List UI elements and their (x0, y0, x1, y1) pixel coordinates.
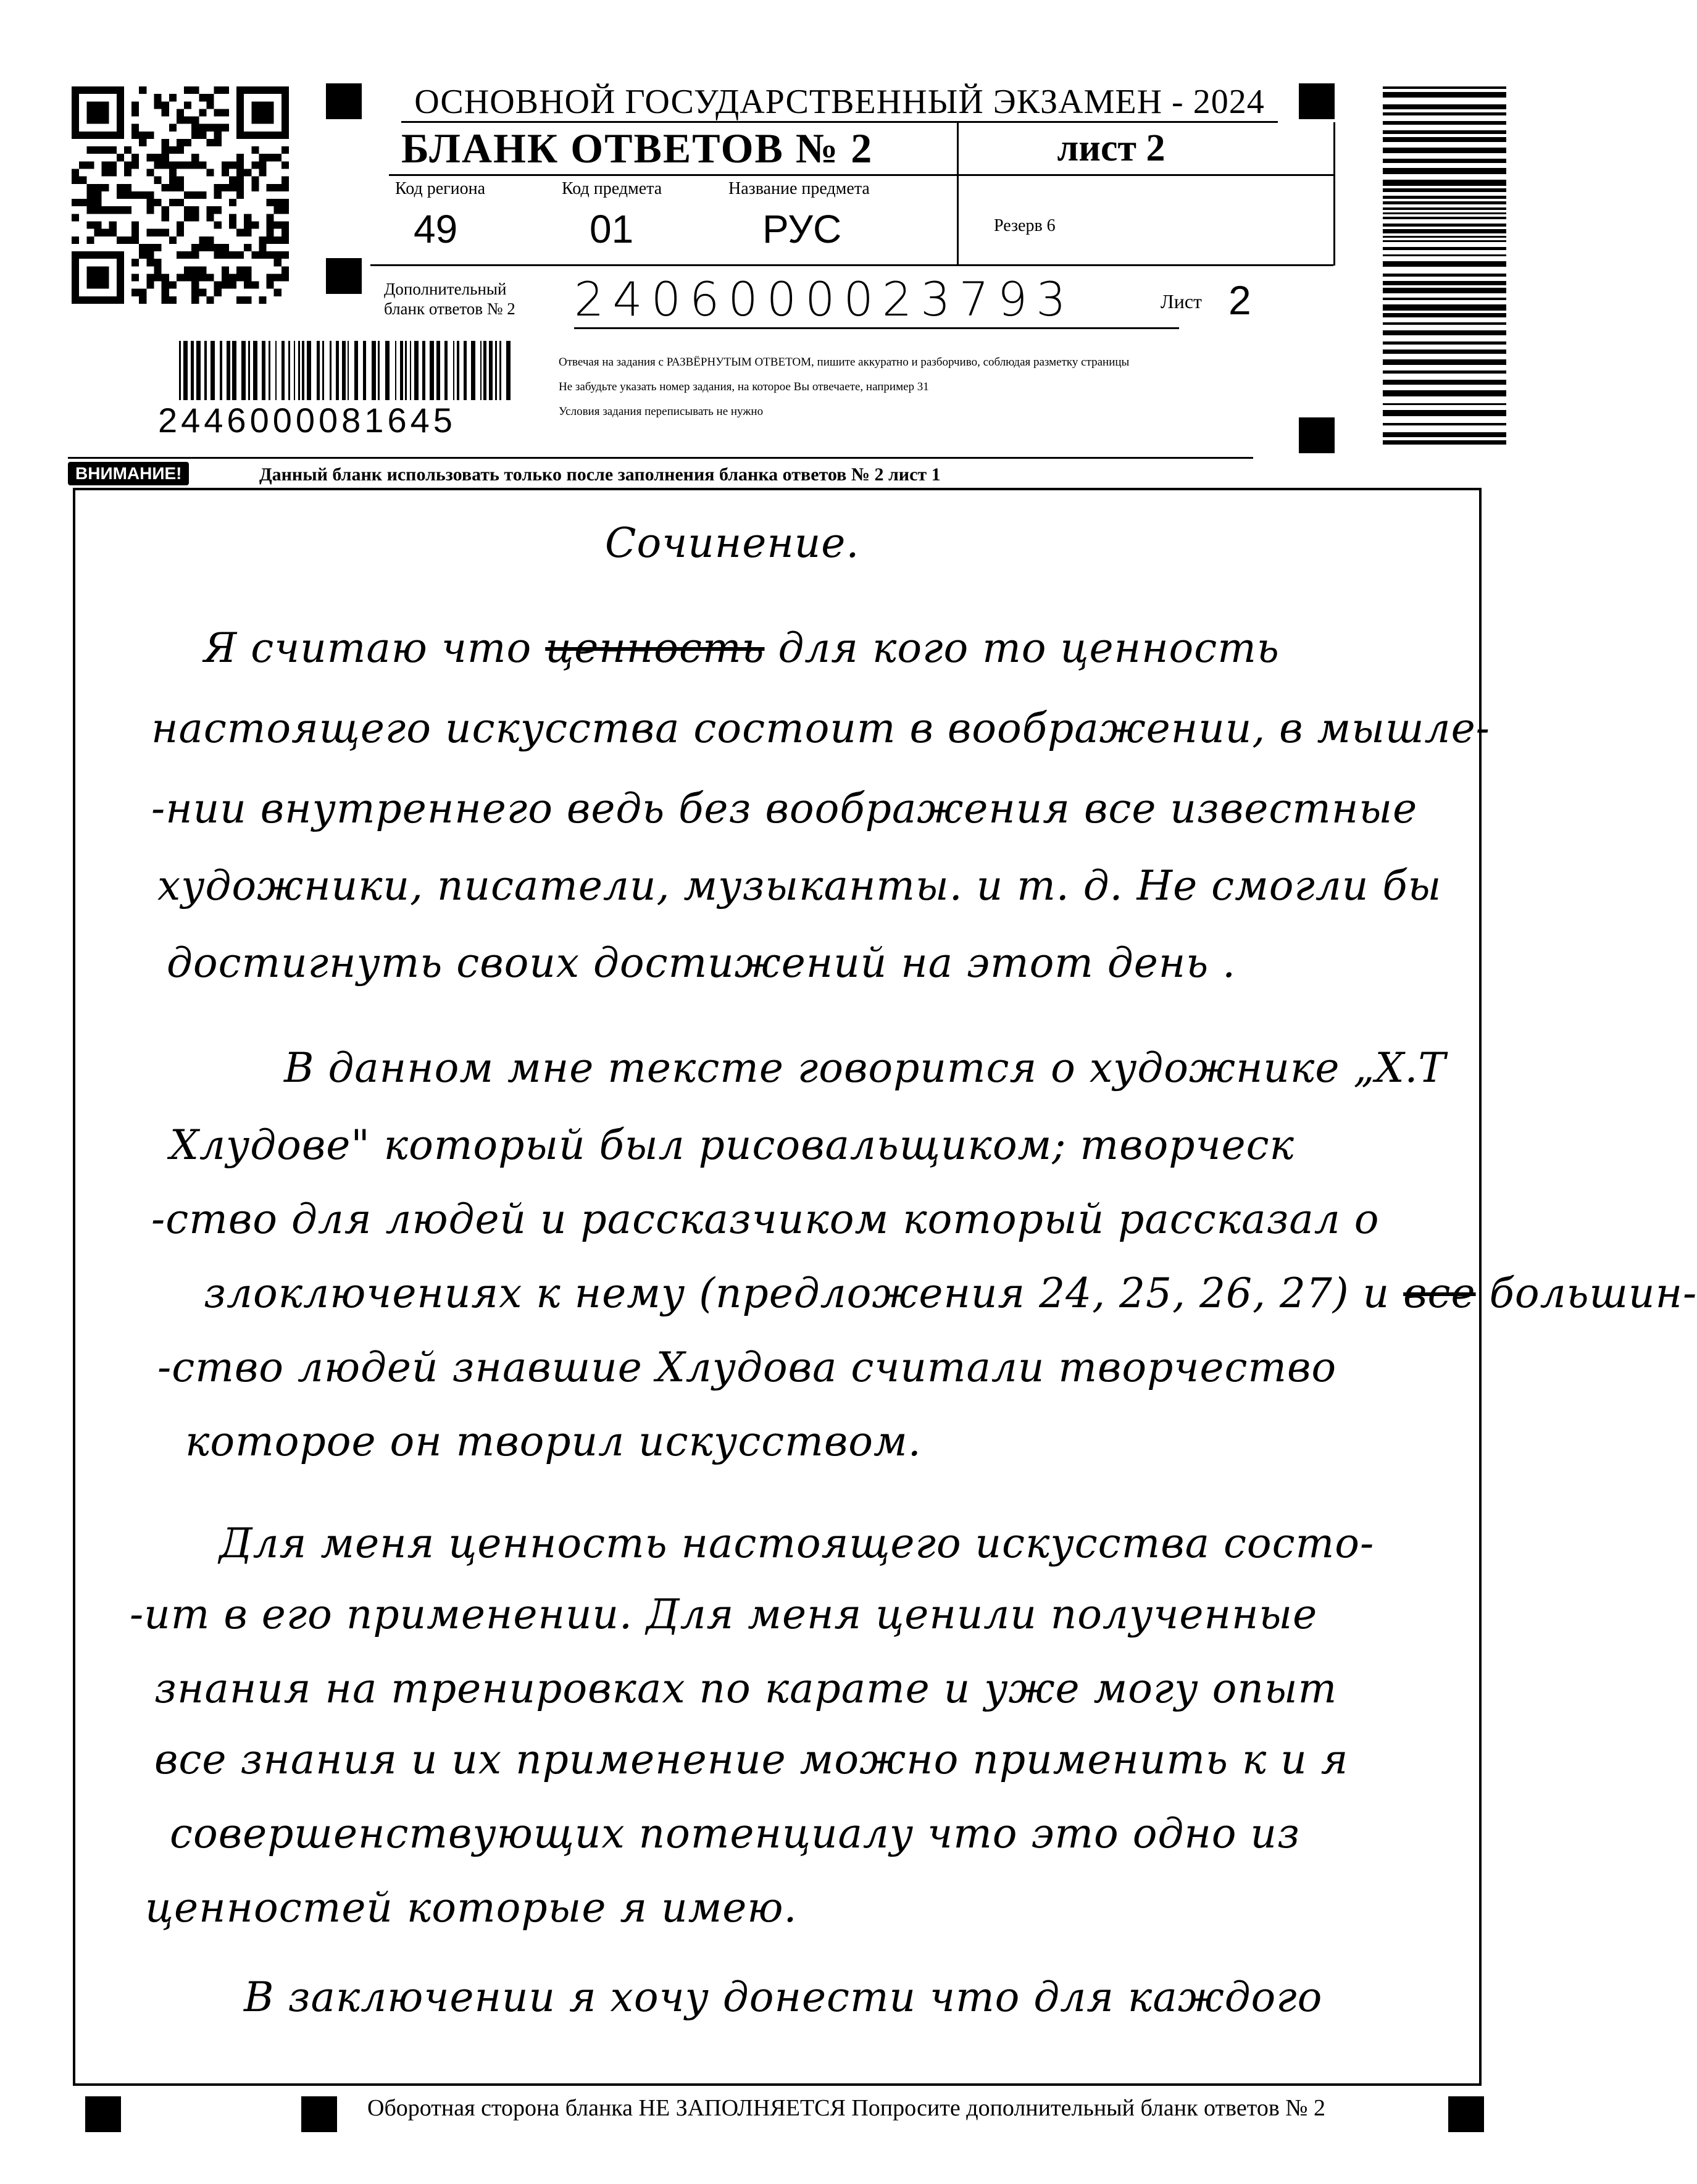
attention-badge: ВНИМАНИЕ! (68, 462, 189, 485)
marker-square (301, 2096, 337, 2132)
essay-line: совершенствующих потенциалу что это одно из (170, 1810, 1301, 1857)
sheet-label: лист 2 (1057, 127, 1165, 169)
essay-line: -ство для людей и рассказчиком который рассказал о (151, 1195, 1380, 1243)
essay-line: ценностей которые я имею. (145, 1884, 798, 1931)
additional-form-label-line: бланк ответов № 2 (384, 299, 515, 318)
subject-name-label: Название предмета (728, 179, 870, 198)
essay-text: для кого то ценность (778, 624, 1280, 672)
divider (1333, 122, 1335, 266)
essay-text: и (1362, 1270, 1390, 1317)
subject-code-label: Код предмета (562, 179, 662, 198)
footer-note: Оборотная сторона бланка НЕ ЗАПОЛНЯЕТСЯ Попросите дополнительный бланк ответов № 2 (367, 2095, 1326, 2121)
instruction-text: Отвечая на задания с РАЗВЁРНУТЫМ ОТВЕТОМ, пишите аккуратно и разборчиво, соблюдая разметку страницы (559, 356, 1130, 369)
essay-line: В данном мне тексте говорится о художнике „Х.Т (284, 1044, 1446, 1092)
divider (370, 264, 1333, 266)
marker-square (1299, 83, 1335, 119)
attention-text: Данный бланк использовать только после заполнения бланка ответов № 2 лист 1 (259, 464, 941, 485)
essay-text: все знания и их применение можно применить к (154, 1736, 1267, 1783)
essay-text: большин- (1489, 1270, 1697, 1317)
region-field[interactable]: 49 (414, 207, 458, 251)
struck-text: все (1403, 1270, 1476, 1317)
essay-line (204, 624, 1280, 673)
subject-name-field[interactable]: РУС (762, 207, 842, 251)
subject-code-field[interactable]: 01 (590, 207, 634, 251)
essay-text: Я считаю что (204, 624, 532, 672)
essay-line: Для меня ценность настоящего искусства состо- (219, 1520, 1375, 1567)
essay-text: злоключениях к нему (предложения 24, 25, 26, 27) (204, 1270, 1349, 1317)
instruction-text: Не забудьте указать номер задания, на которое Вы отвечаете, например 31 (559, 380, 929, 393)
additional-form-number[interactable]: 2406000023793 (574, 272, 1075, 327)
marker-square (1448, 2096, 1484, 2132)
marker-square (85, 2096, 121, 2132)
form-title: БЛАНК ОТВЕТОВ № 2 (401, 125, 874, 172)
region-label: Код региона (395, 179, 486, 198)
marker-square (326, 258, 362, 294)
essay-line: настоящего искусства состоит в воображении, в мышле- (151, 705, 1490, 752)
sheet-number-field[interactable]: 2 (1228, 277, 1251, 323)
barcode-number: 2446000081645 (154, 400, 532, 440)
qr-code (69, 86, 291, 304)
exam-title: ОСНОВНОЙ ГОСУДАРСТВЕННЫЙ ЭКЗАМЕН - 2024 (414, 83, 1265, 121)
essay-text: и я (1280, 1736, 1349, 1783)
essay-line (204, 1269, 1697, 1318)
divider (389, 174, 1333, 176)
essay-line: -нии внутреннего ведь без воображения все известные (151, 785, 1418, 832)
divider (68, 457, 1253, 459)
essay-line: -ит в его применении. Для меня ценили полученные (130, 1591, 1318, 1638)
marker-square (1299, 417, 1335, 453)
essay-line: Хлудове" который был рисовальщиком; творческ (170, 1121, 1295, 1169)
essay-title: Сочинение. (605, 519, 860, 567)
marker-square (326, 83, 362, 119)
essay-line: -ство людей знавшие Хлудова считали творчество (157, 1344, 1337, 1391)
sheet-number-label: Лист (1161, 290, 1203, 312)
essay-line (154, 1735, 1348, 1784)
reserve-field: Резерв 6 (994, 216, 1056, 235)
essay-line: которое он творил искусством. (185, 1418, 922, 1465)
divider (574, 327, 1179, 329)
essay-line: достигнуть своих достижений на этот день . (167, 939, 1236, 987)
essay-line: знания на тренировках по карате и уже могу опыт (154, 1665, 1338, 1712)
instruction-text: Условия задания переписывать не нужно (559, 405, 764, 418)
essay-line: В заключении я хочу донести что для каждого (244, 1973, 1323, 2021)
divider (957, 122, 959, 266)
essay-line: художники, писатели, музыканты. и т. д. Не смогли бы (157, 862, 1442, 910)
additional-form-label (384, 279, 515, 319)
additional-form-label-line: Дополнительный (384, 280, 507, 298)
struck-text: ценность (545, 624, 765, 672)
vertical-barcode (1383, 86, 1506, 448)
